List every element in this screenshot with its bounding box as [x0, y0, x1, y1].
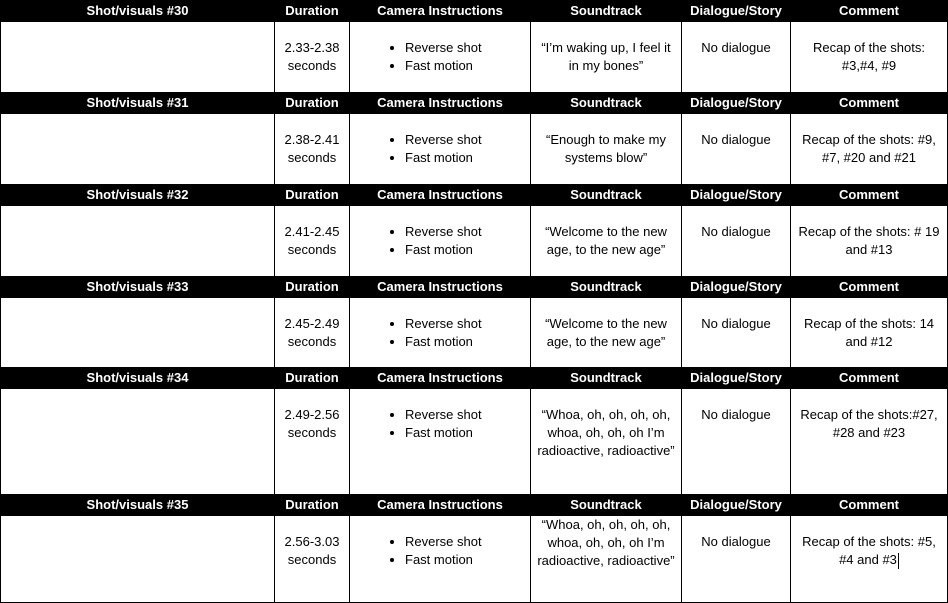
comment-cell[interactable]: Recap of the shots: 14 and #12	[791, 298, 948, 368]
shot-body-row	[1, 298, 948, 368]
shot-header-row	[1, 277, 948, 298]
camera-list	[350, 39, 526, 75]
shot-body-row	[1, 516, 948, 603]
shot-title: Shot/visuals #33	[1, 277, 275, 298]
comment-header: Comment	[791, 93, 948, 114]
comment-cell[interactable]: Recap of the shots: #3,#4, #9	[791, 22, 948, 93]
visual-cell[interactable]	[1, 298, 275, 368]
dialogue-header: Dialogue/Story	[682, 185, 791, 206]
visual-cell[interactable]	[1, 389, 275, 495]
camera-cell[interactable]	[350, 389, 531, 495]
soundtrack-header: Soundtrack	[531, 368, 682, 389]
shot-body-row	[1, 22, 948, 93]
camera-item: • Reverse shot	[405, 533, 526, 551]
camera-item: • Reverse shot	[405, 39, 526, 57]
comment-header: Comment	[791, 495, 948, 516]
dialogue-cell[interactable]: No dialogue	[682, 298, 791, 368]
shot-body-row	[1, 389, 948, 495]
dialogue-cell[interactable]: No dialogue	[682, 206, 791, 277]
soundtrack-header: Soundtrack	[531, 1, 682, 22]
comment-cell[interactable]: Recap of the shots: # 19 and #13	[791, 206, 948, 277]
shot-title: Shot/visuals #30	[1, 1, 275, 22]
camera-header: Camera Instructions	[350, 368, 531, 389]
dialogue-header: Dialogue/Story	[682, 93, 791, 114]
camera-cell[interactable]	[350, 206, 531, 277]
shot-title: Shot/visuals #34	[1, 368, 275, 389]
shot-header-row	[1, 93, 948, 114]
duration-cell[interactable]: 2.41-2.45 seconds	[275, 206, 350, 277]
camera-list	[350, 406, 526, 442]
soundtrack-cell[interactable]: “I’m waking up, I feel it in my bones”	[531, 22, 682, 93]
dialogue-cell[interactable]: No dialogue	[682, 389, 791, 495]
soundtrack-header: Soundtrack	[531, 495, 682, 516]
visual-cell[interactable]	[1, 206, 275, 277]
camera-item: • Fast motion	[405, 149, 526, 167]
dialogue-cell[interactable]: No dialogue	[682, 114, 791, 185]
camera-cell[interactable]	[350, 114, 531, 185]
comment-cell[interactable]	[791, 516, 948, 603]
soundtrack-cell[interactable]: “Whoa, oh, oh, oh, oh, whoa, oh, oh, oh I’m radioactive, radioactive”	[531, 389, 682, 495]
shot-title: Shot/visuals #35	[1, 495, 275, 516]
duration-header: Duration	[275, 495, 350, 516]
camera-item: • Reverse shot	[405, 406, 526, 424]
duration-cell[interactable]: 2.45-2.49 seconds	[275, 298, 350, 368]
soundtrack-cell[interactable]: “Welcome to the new age, to the new age”	[531, 206, 682, 277]
shot-header-row	[1, 1, 948, 22]
comment-header: Comment	[791, 368, 948, 389]
camera-cell[interactable]	[350, 22, 531, 93]
duration-cell[interactable]: 2.38-2.41 seconds	[275, 114, 350, 185]
duration-header: Duration	[275, 368, 350, 389]
camera-header: Camera Instructions	[350, 93, 531, 114]
shot-header-row	[1, 368, 948, 389]
duration-cell[interactable]: 2.33-2.38 seconds	[275, 22, 350, 93]
duration-header: Duration	[275, 93, 350, 114]
camera-header: Camera Instructions	[350, 495, 531, 516]
dialogue-header: Dialogue/Story	[682, 368, 791, 389]
camera-item: • Fast motion	[405, 241, 526, 259]
duration-cell[interactable]: 2.49-2.56 seconds	[275, 389, 350, 495]
comment-header: Comment	[791, 277, 948, 298]
dialogue-header: Dialogue/Story	[682, 277, 791, 298]
shot-title: Shot/visuals #32	[1, 185, 275, 206]
camera-cell[interactable]	[350, 298, 531, 368]
camera-item: • Reverse shot	[405, 315, 526, 333]
shot-body-row	[1, 114, 948, 185]
visual-cell[interactable]	[1, 114, 275, 185]
comment-header: Comment	[791, 185, 948, 206]
text-cursor	[898, 553, 899, 569]
dialogue-header: Dialogue/Story	[682, 495, 791, 516]
camera-item: • Fast motion	[405, 551, 526, 569]
comment-cell[interactable]: Recap of the shots:#27, #28 and #23	[791, 389, 948, 495]
shot-header-row	[1, 495, 948, 516]
comment-cell[interactable]: Recap of the shots: #9, #7, #20 and #21	[791, 114, 948, 185]
soundtrack-header: Soundtrack	[531, 277, 682, 298]
duration-header: Duration	[275, 1, 350, 22]
camera-header: Camera Instructions	[350, 1, 531, 22]
camera-list	[350, 315, 526, 351]
soundtrack-header: Soundtrack	[531, 185, 682, 206]
shot-header-row	[1, 185, 948, 206]
shot-title: Shot/visuals #31	[1, 93, 275, 114]
duration-header: Duration	[275, 185, 350, 206]
dialogue-cell[interactable]: No dialogue	[682, 516, 791, 603]
dialogue-header: Dialogue/Story	[682, 1, 791, 22]
camera-item: • Fast motion	[405, 424, 526, 442]
soundtrack-cell[interactable]: “Whoa, oh, oh, oh, oh, whoa, oh, oh, oh I’m radioactive, radioactive”	[531, 516, 682, 603]
comment-text: Recap of the shots: #5, #4 and #3	[802, 534, 936, 567]
comment-header: Comment	[791, 1, 948, 22]
camera-list	[350, 533, 526, 569]
duration-header: Duration	[275, 277, 350, 298]
camera-cell[interactable]	[350, 516, 531, 603]
camera-item: • Reverse shot	[405, 223, 526, 241]
soundtrack-cell[interactable]: “Welcome to the new age, to the new age”	[531, 298, 682, 368]
camera-list	[350, 131, 526, 167]
camera-item: • Fast motion	[405, 333, 526, 351]
camera-item: • Reverse shot	[405, 131, 526, 149]
camera-item: • Fast motion	[405, 57, 526, 75]
soundtrack-cell[interactable]: “Enough to make my systems blow”	[531, 114, 682, 185]
camera-list	[350, 223, 526, 259]
camera-header: Camera Instructions	[350, 185, 531, 206]
dialogue-cell[interactable]: No dialogue	[682, 22, 791, 93]
soundtrack-header: Soundtrack	[531, 93, 682, 114]
visual-cell[interactable]	[1, 22, 275, 93]
duration-cell[interactable]: 2.56-3.03 seconds	[275, 516, 350, 603]
camera-header: Camera Instructions	[350, 277, 531, 298]
shot-body-row	[1, 206, 948, 277]
visual-cell[interactable]	[1, 516, 275, 603]
